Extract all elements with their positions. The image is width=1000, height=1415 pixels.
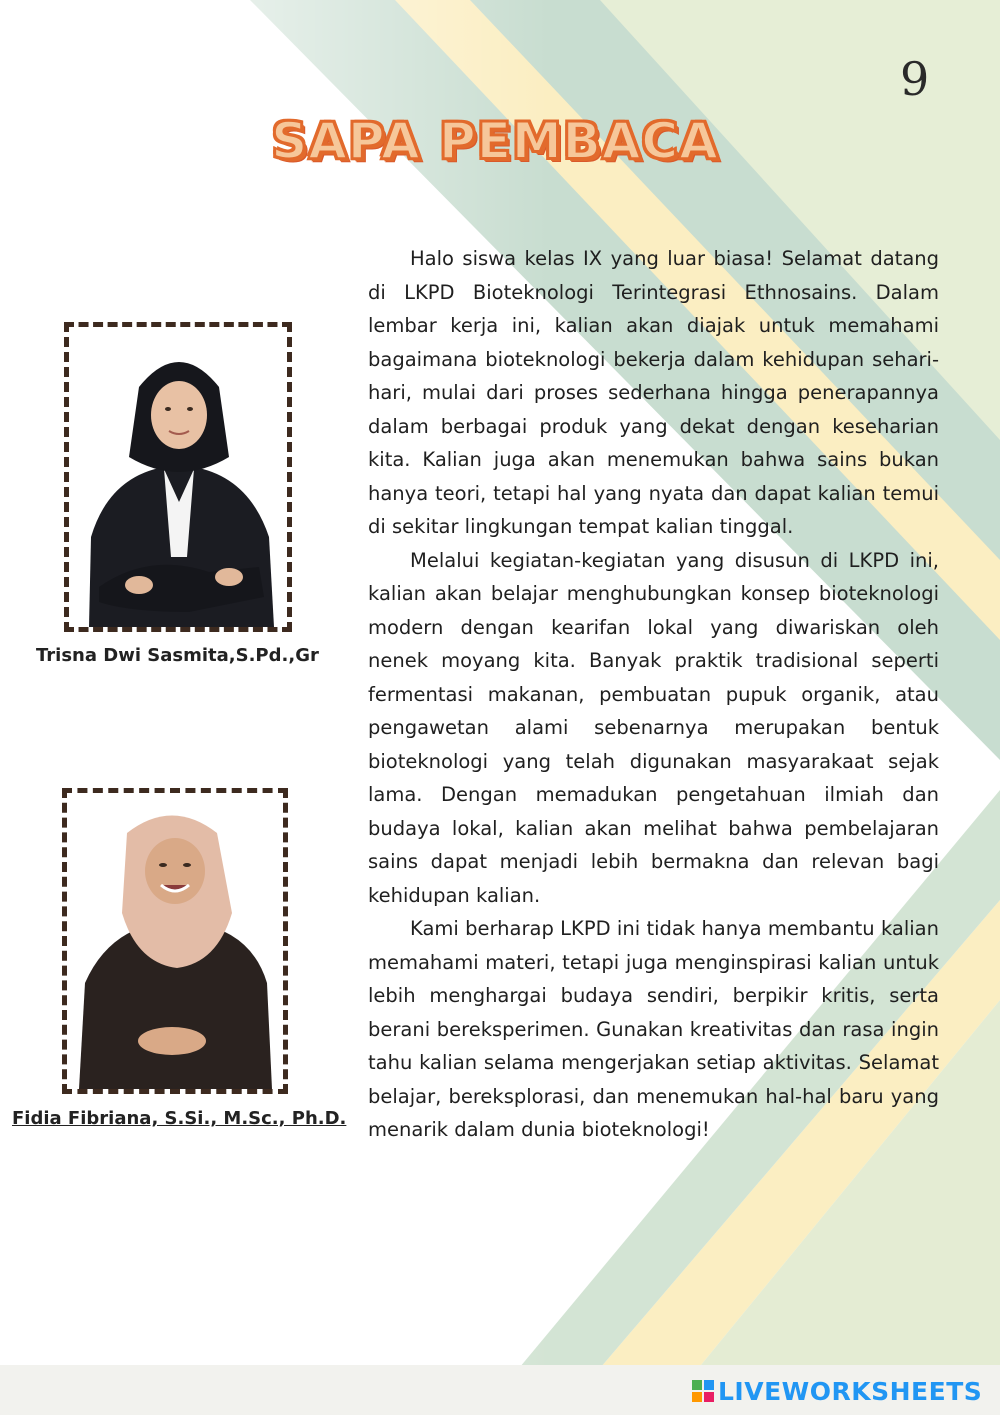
author-name: Fidia Fibriana, S.Si., M.Sc., Ph.D. (12, 1108, 347, 1129)
liveworksheets-icon (692, 1380, 714, 1402)
paragraph: Halo siswa kelas IX yang luar biasa! Selamat datang di LKPD Bioteknologi Terintegrasi Ethnosains. Dalam lembar kerja ini, kalian akan diajak untuk memahami bagaimana bioteknologi bekerja dalam kehidupan sehari-hari, mulai dari proses sederhana hingga penerapannya dalam berbagai produk yang dekat dengan keseharian kita. Kalian juga akan menemukan bahwa sains bukan hanya teori, tetapi hal yang nyata dan dapat kalian temui di sekitar lingkungan tempat kalian tinggal. (368, 247, 939, 538)
greeting-text (368, 242, 939, 1147)
author-photo (67, 793, 283, 1089)
liveworksheets-logo[interactable] (692, 1376, 982, 1406)
paragraph: Kami berharap LKPD ini tidak hanya membantu kalian memahami materi, tetapi juga menginspirasi kalian untuk lebih menghargai budaya sendiri, berpikir kritis, serta berani bereksperimen. Gunakan kreativitas dan rasa ingin tahu kalian selama mengerjakan setiap aktivitas. Selamat belajar, bereksplorasi, dan menemukan hal-hal baru yang menarik dalam dunia bioteknologi! (368, 917, 939, 1141)
paragraph: Melalui kegiatan-kegiatan yang disusun di LKPD ini, kalian akan belajar menghubungkan konsep bioteknologi modern dengan kearifan lokal yang diwariskan oleh nenek moyang kita. Banyak praktik tradisional seperti fermentasi makanan, pembuatan pupuk organik, atau pengawetan alami sebenarnya merupakan bentuk bioteknologi yang telah digunakan masyarakaat sejak lama. Dengan memadukan pengetahuan ilmiah dan budaya lokal, kalian akan melihat bahwa pembelajaran sains dapat menjadi lebih bermakna dan relevan bagi kehidupan kalian. (368, 548, 939, 907)
page-number: 9 (900, 52, 930, 106)
author-photo (69, 327, 287, 627)
author-photo-frame (64, 322, 292, 632)
author-photo-frame (62, 788, 288, 1094)
page-title: SAPA PEMBACA (271, 112, 719, 170)
brand-label: LIVEWORKSHEETS (718, 1376, 983, 1406)
author-name: Trisna Dwi Sasmita,S.Pd.,Gr (36, 645, 319, 666)
